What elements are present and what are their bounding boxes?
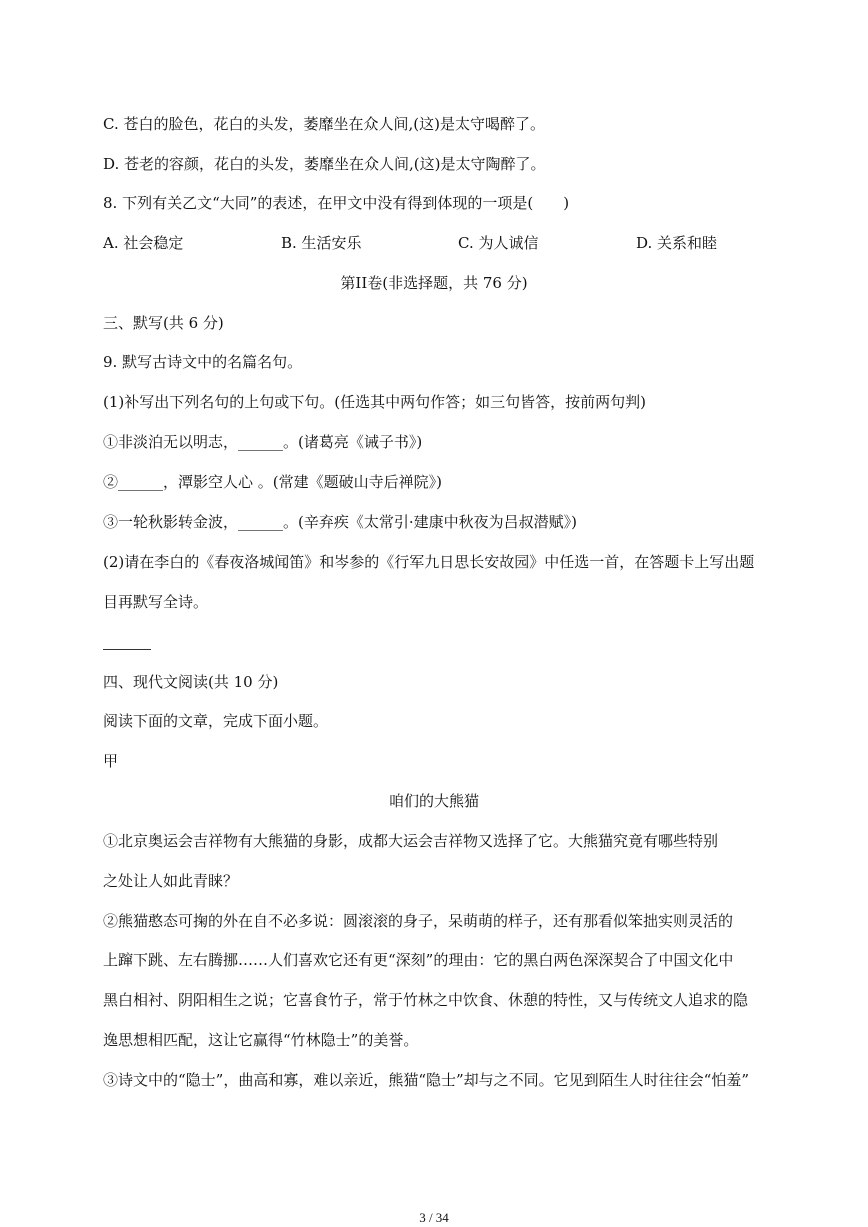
question-9-1-a: ①非淡泊无以明志，______。(诸葛亮《诫子书》) <box>103 433 423 451</box>
paragraph-1-line2: 之处让人如此青睐？ <box>103 872 239 890</box>
paragraph-2-line2: 上蹿下跳、左右腾挪……人们喜欢它还有更“深刻”的理由：它的黑白两色深深契合了中国文化中 <box>103 951 734 969</box>
answer-rule <box>103 649 151 650</box>
part-label: 甲 <box>103 752 119 770</box>
option-8c: C. 为人诚信 <box>458 234 539 252</box>
question-9-2-line1: (2)请在李白的《春夜洛城闻笛》和岑参的《行军九日思长安故园》中任选一首，在答题卡上写出题 <box>103 553 755 571</box>
paragraph-2-line1: ②熊猫憨态可掬的外在自不必多说：圆滚滚的身子，呆萌萌的样子，还有那看似笨拙实则灵活的 <box>103 912 734 930</box>
paragraph-2-line3: 黑白相衬、阴阳相生之说；它喜食竹子，常于竹林之中饮食、休憩的特性，又与传统文人追求的隐 <box>103 991 749 1009</box>
question-9-1-b: ②______，潭影空人心 。(常建《题破山寺后禅院》) <box>103 473 442 491</box>
question-9: 9. 默写古诗文中的名篇名句。 <box>103 353 303 371</box>
option-8b: B. 生活安乐 <box>281 234 362 252</box>
section-3-heading: 三、默写(共 6 分) <box>103 314 224 332</box>
question-9-1-c: ③一轮秋影转金波，______。(辛弃疾《太常引·建康中秋夜为吕叔潜赋》) <box>103 513 577 531</box>
page-number: 3 / 34 <box>419 1210 449 1225</box>
question-8: 8. 下列有关乙文“大同”的表述，在甲文中没有得到体现的一项是( ) <box>103 194 570 212</box>
article-title: 咱们的大熊猫 <box>388 792 479 810</box>
paragraph-1-line1: ①北京奥运会吉祥物有大熊猫的身影，成都大运会吉祥物又选择了它。大熊猫究竟有哪些特别 <box>103 832 719 850</box>
option-7c: C. 苍白的脸色，花白的头发，萎靡坐在众人间,(这)是太守喝醉了。 <box>103 115 545 133</box>
volume2-title: 第II卷(非选择题，共 76 分) <box>340 274 528 292</box>
option-8a: A. 社会稳定 <box>103 234 184 252</box>
paragraph-3-line1: ③诗文中的“隐士”，曲高和寡，难以亲近，熊猫“隐士”却与之不同。它见到陌生人时往往会“怕羞” <box>103 1071 750 1089</box>
question-9-2-line2: 目再默写全诗。 <box>103 593 209 611</box>
paragraph-2-line4: 逸思想相匹配，这让它赢得“竹林隐士”的美誉。 <box>103 1031 419 1049</box>
section-4-heading: 四、现代文阅读(共 10 分) <box>103 673 279 691</box>
option-7d: D. 苍老的容颜，花白的头发，萎靡坐在众人间,(这)是太守陶醉了。 <box>103 155 546 173</box>
question-9-1: (1)补写出下列名句的上句或下句。(任选其中两句作答；如三句皆答，按前两句判) <box>103 393 646 411</box>
reading-instruction: 阅读下面的文章，完成下面小题。 <box>103 712 329 730</box>
option-8d: D. 关系和睦 <box>636 234 718 252</box>
